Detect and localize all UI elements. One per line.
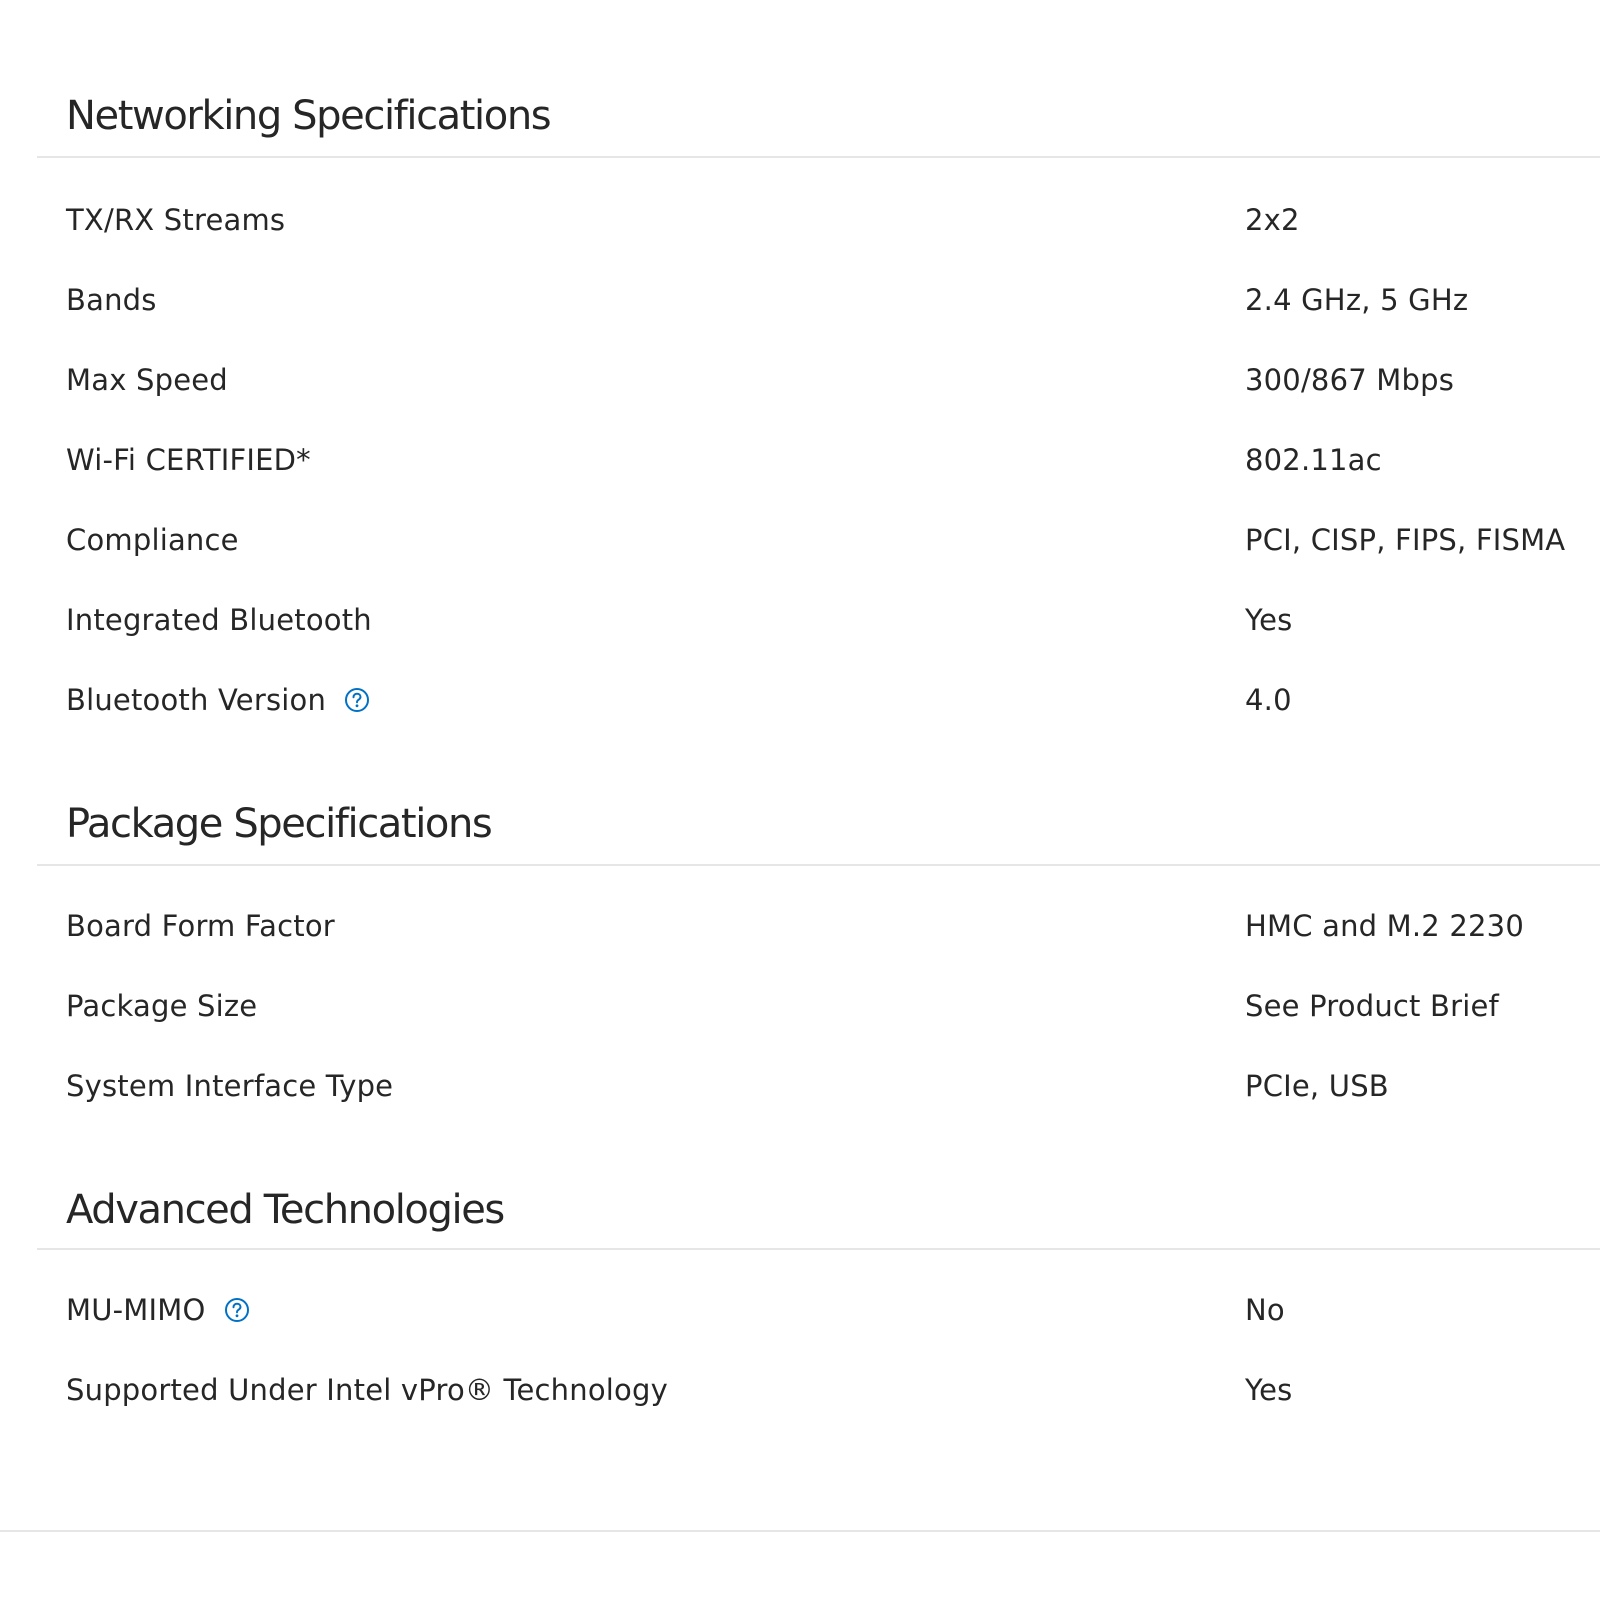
spec-label: Compliance — [66, 523, 239, 557]
spec-row-bands — [0, 280, 1600, 360]
spec-row-tx-rx-streams — [0, 200, 1600, 280]
bottom-divider — [0, 1530, 1600, 1532]
spec-value: PCI, CISP, FIPS, FISMA — [1245, 523, 1566, 557]
spec-row-max-speed — [0, 360, 1600, 440]
spec-value: PCIe, USB — [1245, 1069, 1389, 1103]
spec-label: MU-MIMO — [66, 1293, 206, 1327]
spec-label: Max Speed — [66, 363, 228, 397]
spec-label: Bluetooth Version — [66, 683, 327, 717]
section-title: Networking Specifications — [66, 93, 551, 139]
spec-row-integrated-bluetooth — [0, 600, 1600, 680]
spec-label-wrapper — [66, 1290, 250, 1330]
section-title: Advanced Technologies — [66, 1187, 504, 1233]
spec-row-board-form-factor — [0, 906, 1600, 986]
question-circle-icon[interactable] — [344, 687, 370, 713]
spec-value: HMC and M.2 2230 — [1245, 909, 1524, 943]
spec-value: Yes — [1245, 603, 1293, 637]
spec-value: Yes — [1245, 1373, 1293, 1407]
spec-label: Wi-Fi CERTIFIED* — [66, 443, 311, 477]
question-circle-icon[interactable] — [224, 1297, 250, 1323]
spec-row-vpro-support — [0, 1370, 1600, 1450]
section-divider — [37, 156, 1600, 158]
section-divider — [37, 1248, 1600, 1250]
spec-value: 2.4 GHz, 5 GHz — [1245, 283, 1469, 317]
spec-label: Bands — [66, 283, 157, 317]
spec-value: 802.11ac — [1245, 443, 1382, 477]
spec-row-bluetooth-version — [0, 680, 1600, 760]
spec-label: Integrated Bluetooth — [66, 603, 372, 637]
spec-label: System Interface Type — [66, 1069, 394, 1103]
spec-label: Board Form Factor — [66, 909, 335, 943]
spec-value: See Product Brief — [1245, 989, 1499, 1023]
spec-value: 300/867 Mbps — [1245, 363, 1455, 397]
spec-row-mu-mimo — [0, 1290, 1600, 1370]
spec-value: 2x2 — [1245, 203, 1300, 237]
spec-row-package-size — [0, 986, 1600, 1066]
spec-row-system-interface-type — [0, 1066, 1600, 1146]
spec-value: 4.0 — [1245, 683, 1292, 717]
spec-label: Supported Under Intel vPro® Technology — [66, 1373, 668, 1407]
section-divider — [37, 864, 1600, 866]
spec-label: TX/RX Streams — [66, 203, 286, 237]
spec-value: No — [1245, 1293, 1285, 1327]
spec-label-wrapper — [66, 680, 370, 720]
section-title: Package Specifications — [66, 801, 492, 847]
spec-row-compliance — [0, 520, 1600, 600]
spec-row-wifi-certified — [0, 440, 1600, 520]
spec-label: Package Size — [66, 989, 258, 1023]
